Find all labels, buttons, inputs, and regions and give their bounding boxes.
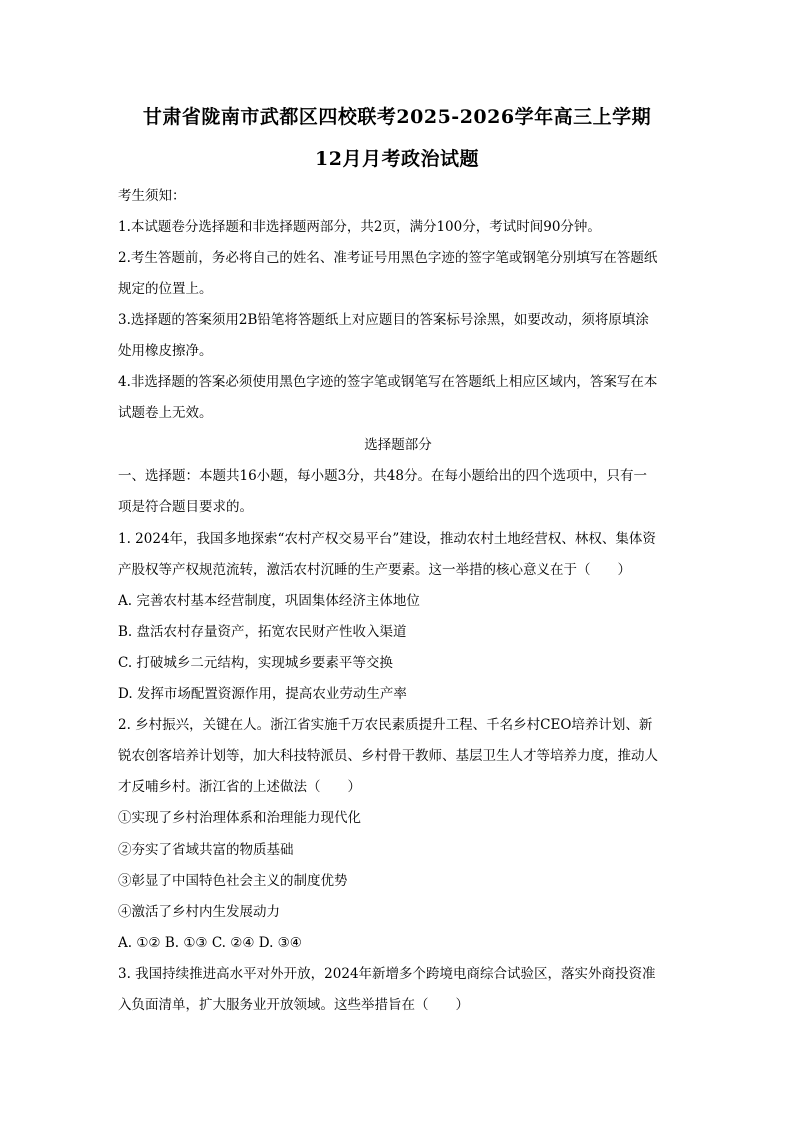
notice-item-4: 4.非选择题的答案必须使用黑色字迹的签字笔或钢笔写在答题纸上相应区域内，答案写在本: [118, 374, 658, 390]
question-2-stem-cont: 锐农创客培养计划等，加大科技特派员、乡村骨干教师、基层卫生人才等培养力度，推动人: [118, 748, 658, 764]
question-1-option-b: B. 盘活农村存量资产，拓宽农民财产性收入渠道: [118, 624, 407, 640]
question-2-item-1: ①实现了乡村治理体系和治理能力现代化: [118, 810, 361, 826]
question-1-option-d: D. 发挥市场配置资源作用，提高农业劳动生产率: [118, 686, 407, 702]
question-2-item-4: ④激活了乡村内生发展动力: [118, 904, 280, 920]
section-heading: 选择题部分: [364, 437, 432, 453]
question-1-stem-cont: 产股权等产权规范流转，激活农村沉睡的生产要素。这一举措的核心意义在于（ ）: [118, 562, 631, 578]
question-3-stem: 3. 我国持续推进高水平对外开放，2024年新增多个跨境电商综合试验区，落实外商投资准: [118, 966, 656, 982]
notice-item-3-cont: 处用橡皮擦净。: [118, 343, 213, 359]
exam-title-line2: 12月月考政治试题: [315, 148, 479, 170]
question-1-stem: 1. 2024年，我国多地探索“农村产权交易平台”建设，推动农村土地经营权、林权、集体资: [118, 531, 656, 547]
question-3-stem-cont: 入负面清单，扩大服务业开放领域。这些举措旨在（ ）: [118, 997, 469, 1013]
question-1-option-c: C. 打破城乡二元结构，实现城乡要素平等交换: [118, 655, 393, 671]
notice-item-3: 3.选择题的答案须用2B铅笔将答题纸上对应题目的答案标号涂黑，如要改动，须将原填涂: [118, 312, 649, 328]
section-intro-cont: 项是符合题目要求的。: [118, 499, 253, 515]
question-2-stem: 2. 乡村振兴，关键在人。浙江省实施千万农民素质提升工程、千名乡村CEO培养计划、新: [118, 717, 653, 733]
question-2-item-3: ③彰显了中国特色社会主义的制度优势: [118, 873, 348, 889]
question-2-stem-cont2: 才反哺乡村。浙江省的上述做法（ ）: [118, 779, 361, 795]
question-2-item-2: ②夯实了省域共富的物质基础: [118, 842, 294, 858]
notice-item-4-cont: 试题卷上无效。: [118, 405, 213, 421]
section-intro: 一、选择题：本题共16小题，每小题3分，共48分。在每小题给出的四个选项中，只有一: [118, 468, 647, 484]
notice-item-2: 2.考生答题前，务必将自己的姓名、准考证号用黑色字迹的签字笔或钢笔分别填写在答题纸: [118, 250, 658, 266]
question-1-option-a: A. 完善农村基本经营制度，巩固集体经济主体地位: [118, 593, 420, 609]
exam-title-line1: 甘肃省陇南市武都区四校联考2025-2026学年高三上学期: [142, 106, 652, 128]
question-2-options: A. ①② B. ①③ C. ②④ D. ③④: [118, 935, 302, 951]
notice-item-2-cont: 规定的位置上。: [118, 281, 213, 297]
notice-item-1: 1.本试题卷分选择题和非选择题两部分，共2页，满分100分，考试时间90分钟。: [118, 219, 601, 235]
notice-heading: 考生须知：: [118, 188, 186, 204]
